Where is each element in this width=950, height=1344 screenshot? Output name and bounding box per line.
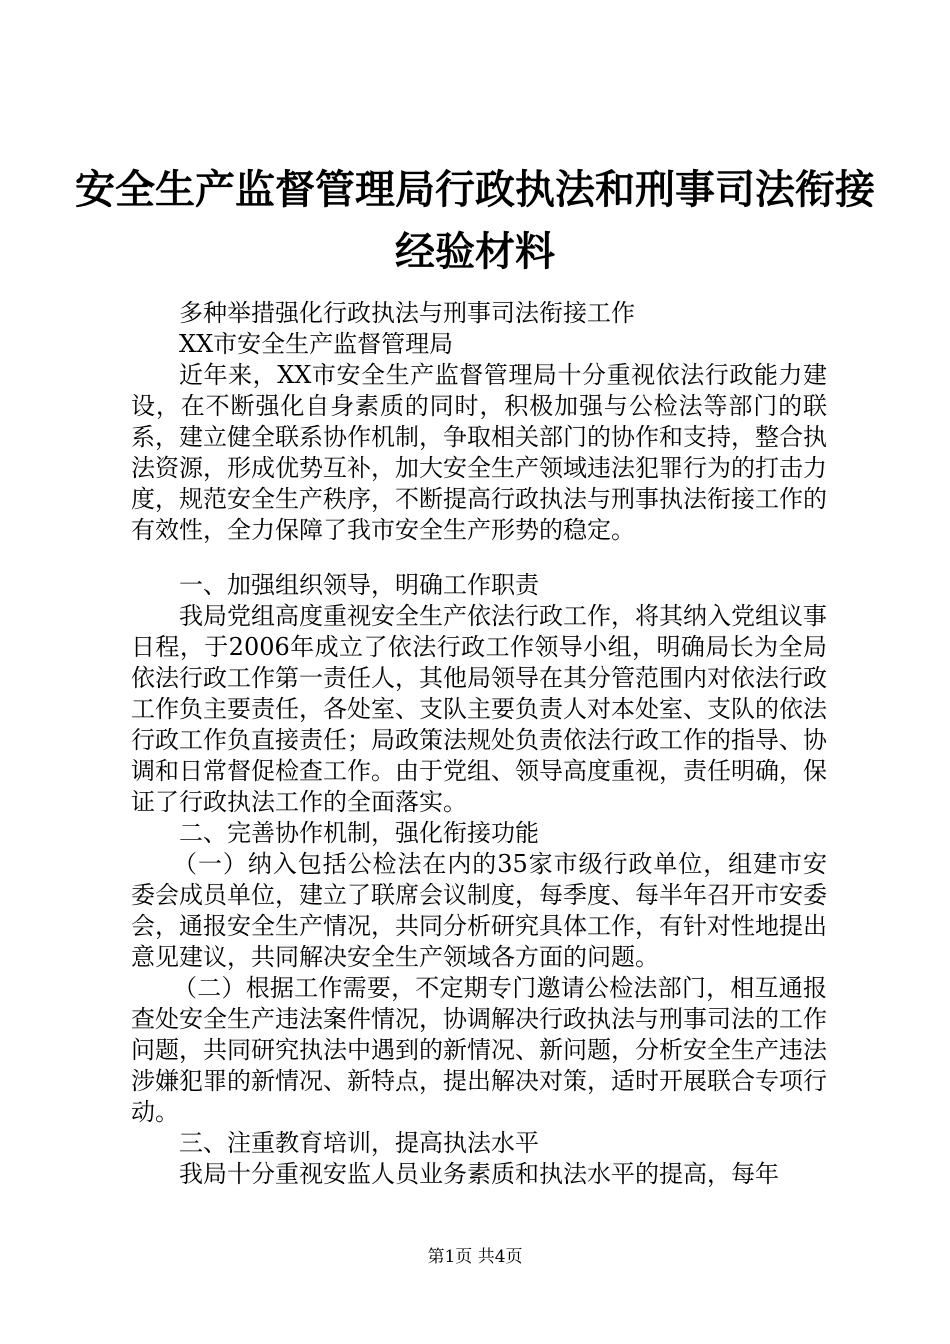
- paragraph-section-3: 我局十分重视安监人员业务素质和执法水平的提高，每年: [179, 1160, 779, 1188]
- paragraph-spacer: [131, 546, 827, 570]
- paragraph-section-2-item-1: （一）纳入包括公检法在内的35家市级行政单位，组建市安委会成员单位，建立了联席会议制度，每季度、每半年召开市安委会，通报安全生产情况，共同分析研究具体工作，有针对性地提出意见建议，共同解决安全生产领域各方面的问题。: [131, 850, 827, 971]
- document-subtitle: 多种举措强化行政执法与刑事司法衔接工作: [179, 299, 635, 327]
- document-title-line1: 安全生产监督管理局行政执法和刑事司法衔接: [75, 166, 875, 213]
- paragraph-intro: 近年来，XX市安全生产监督管理局十分重视依法行政能力建设，在不断强化自身素质的同时，积极加强与公检法等部门的联系，建立健全联系协作机制，争取相关部门的协作和支持，整合执法资源，形成优势互补，加大安全生产领域违法犯罪行为的打击力度，规范安全生产秩序，不断提高行政执法与刑事执法衔接工作的有效性，全力保障了我市安全生产形势的稳定。: [131, 361, 827, 544]
- document-author: XX市安全生产监督管理局: [179, 330, 454, 358]
- page-number: 第1页 共4页: [427, 1247, 523, 1267]
- section-heading-1: 一、加强组织领导，明确工作职责: [179, 571, 539, 599]
- section-heading-2: 二、完善协作机制，强化衔接功能: [179, 819, 539, 847]
- paragraph-section-1: 我局党组高度重视安全生产依法行政工作，将其纳入党组议事日程，于2006年成立了依法行政工作领导小组，明确局长为全局依法行政工作第一责任人，其他局领导在其分管范围内对依法行政工作负主要责任，各处室、支队主要负责人对本处室、支队的依法行政工作负直接责任；局政策法规处负责依法行政工作的指导、协调和日常督促检查工作。由于党组、领导高度重视，责任明确，保证了行政执法工作的全面落实。: [131, 602, 827, 816]
- document-title-line2: 经验材料: [395, 228, 555, 275]
- section-heading-3: 三、注重教育培训，提高执法水平: [179, 1129, 539, 1157]
- paragraph-section-2-item-2: （二）根据工作需要，不定期专门邀请公检法部门，相互通报查处安全生产违法案件情况，协调解决行政执法与刑事司法的工作问题，共同研究执法中遇到的新情况、新问题，分析安全生产违法涉嫌犯罪的新情况、新特点，提出解决对策，适时开展联合专项行动。: [131, 974, 827, 1126]
- document-body: [131, 298, 827, 1190]
